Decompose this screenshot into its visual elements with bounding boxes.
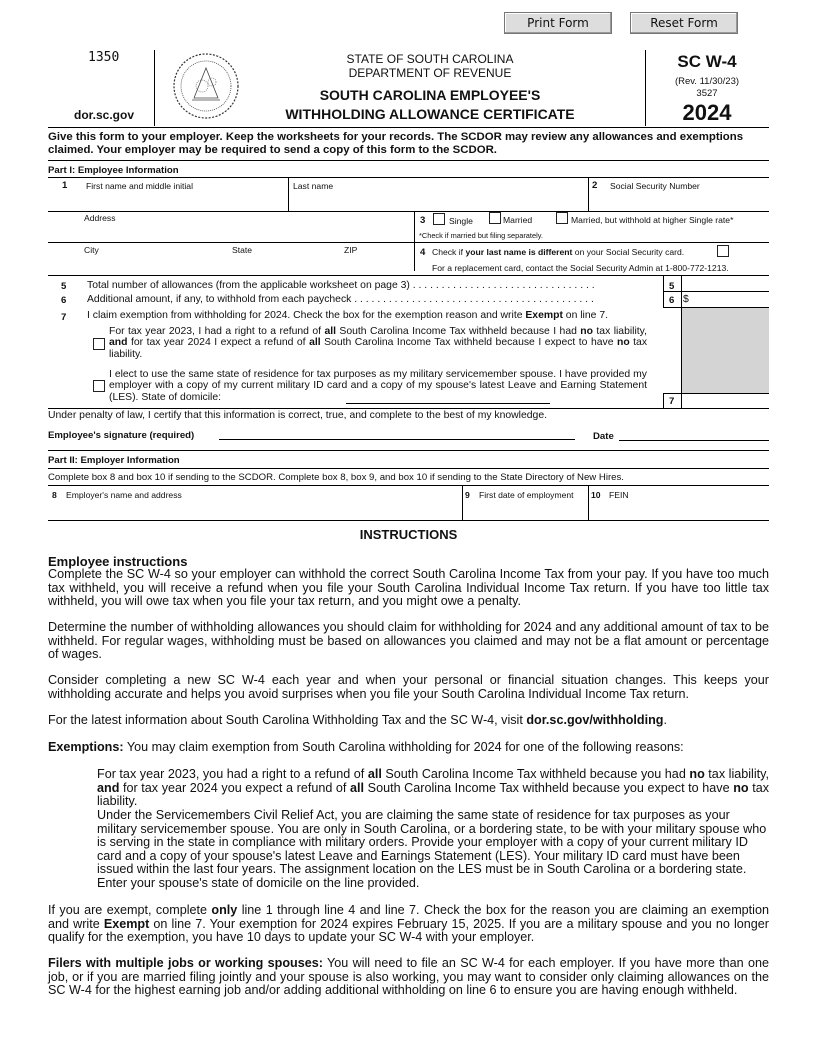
form-title-1: SOUTH CAROLINA EMPLOYEE'S [319, 87, 541, 103]
line-1-number: 1 [62, 180, 68, 191]
form-title-2: WITHHOLDING ALLOWANCE CERTIFICATE [285, 106, 575, 122]
part1-heading: Part I: Employee Information [48, 165, 179, 176]
reset-form-button[interactable]: Reset Form [630, 12, 738, 34]
fein-label: FEIN [609, 490, 629, 500]
state-seal-icon [172, 52, 240, 120]
state-label: State [232, 245, 253, 255]
website: dor.sc.gov [74, 108, 135, 122]
exemption-reason-1-text: For tax year 2023, I had a right to a refund of all South Carolina Income Tax withheld because I had no tax liability, and for tax year 2024 I expect a refund of all South Carolina Income Tax withheld because I expect to have no tax liability. [109, 326, 648, 360]
line-2-number: 2 [592, 180, 598, 191]
line-7-number: 7 [61, 312, 67, 323]
part2-heading: Part II: Employer Information [48, 455, 180, 466]
instructions-paragraph-3: Consider completing a new SC W-4 each year and when your personal or financial situation changes. This keeps your withholding accurate and helps you avoid surprises when you file your South Carolina Individual Income Tax return. [48, 673, 769, 701]
date-field[interactable] [619, 427, 769, 441]
name-different-checkbox[interactable] [717, 245, 729, 257]
exemption-1-text: For tax year 2023, you had a right to a refund of all South Carolina Income Tax withheld because you had no tax liability, and for tax year 2024 you expect a refund of all South Carolina Income Tax withheld because you expect to have no tax liability. [97, 767, 770, 808]
fein-field[interactable] [592, 502, 768, 519]
married-single-rate-label: Married, but withhold at higher Single rate* [571, 215, 734, 225]
line-7-shaded-area [682, 308, 769, 393]
form-code: 1350 [88, 50, 120, 65]
form-id: SC W-4 [677, 52, 737, 71]
city-label: City [84, 245, 99, 255]
line-6-text: Additional amount, if any, to withhold from each paycheck . . . . . . . . . . . . . . . . . . . . . . . . . . . . . . . . . . . . . . . . . . [87, 294, 594, 305]
employer-name-label: Employer's name and address [66, 490, 182, 500]
line-3-number: 3 [420, 215, 426, 226]
signature-field[interactable] [219, 426, 575, 440]
employee-instructions-heading: Employee instructions [48, 554, 188, 569]
dollar-sign: $ [683, 294, 689, 305]
state-name: STATE OF SOUTH CAROLINA [346, 52, 514, 66]
exemption-2-text: Under the Servicemembers Civil Relief Act, you are claiming the same state of residence for tax purposes as your military servicemember spouse. You are only in South Carolina, or a bordering state, to be with your military spouse who is serving in the state in compliance with military orders. Provide your employer with a copy of your current military ID card and a copy of your spouse's latest Leave and Earnings Statement (LES). Your military ID card must have been issued within the last four years. The assignment location on the LES must be in South Carolina or a bordering state. Enter your spouse's state of domicile on the line provided. [97, 808, 767, 890]
instructions-paragraph-4: For the latest information about South Carolina Withholding Tax and the SC W-4, visit dor.sc.gov/withholding. [48, 713, 667, 727]
employer-name-field[interactable] [50, 502, 460, 519]
ssn-field[interactable] [600, 192, 768, 210]
instructions-paragraph-6: Filers with multiple jobs or working spouses: You will need to file an SC W-4 for each employer. If you have more than one job, or if you are married filing jointly and your spouse is also working, you may want to consider only claiming allowances on the SC W-4 for the highest earning job and/or adding additional withholding on line 6 to ensure you are having enough withheld. [48, 956, 770, 997]
line-5-number: 5 [61, 281, 67, 292]
signature-label: Employee's signature (required) [48, 430, 195, 441]
additional-amount-field[interactable] [692, 293, 768, 306]
penalty-statement: Under penalty of law, I certify that this information is correct, true, and complete to the best of my knowledge. [48, 410, 547, 421]
address-field[interactable] [84, 224, 412, 242]
line-8-number: 8 [52, 490, 57, 500]
address-label: Address [84, 213, 116, 223]
instructions-heading: INSTRUCTIONS [359, 527, 458, 542]
line-6-number: 6 [61, 295, 67, 306]
married-note: *Check if married but filing separately. [419, 231, 543, 240]
line-6-box-label: 6 [669, 295, 675, 306]
first-name-label: First name and middle initial [86, 181, 193, 191]
state-of-domicile-field[interactable] [346, 391, 550, 404]
married-single-rate-checkbox[interactable] [556, 212, 568, 224]
first-name-field[interactable] [84, 192, 286, 210]
married-label: Married [503, 215, 533, 225]
line-4-note: For a replacement card, contact the Social Security Admin at 1-800-772-1213. [432, 263, 729, 273]
last-name-label: Last name [293, 181, 334, 191]
line-9-number: 9 [465, 490, 470, 500]
line-10-number: 10 [591, 490, 601, 500]
line-7-box-label: 7 [669, 396, 675, 407]
exempt-field[interactable] [684, 394, 768, 407]
instructions-paragraph-1: Complete the SC W-4 so your employer can withhold the correct South Carolina Income Tax from your pay. If you have too much tax withheld, you will receive a refund when you file your South Carolina Individual Income Tax return. If you have too little tax withheld, you will owe tax when you file your tax return, and you might owe a penalty. [48, 567, 769, 608]
single-label: Single [449, 216, 473, 226]
print-form-button[interactable]: Print Form [504, 12, 612, 34]
exemption-reason-2-text: I elect to use the same state of residence for tax purposes as my military servicemember spouse. I have provided my employer with a copy of my current military ID card and a copy of my spouse's latest Leave and Earning Statement (LES). State of domicile: [109, 369, 647, 403]
form-revision: (Rev. 11/30/23) [674, 76, 740, 87]
first-date-label: First date of employment [479, 490, 574, 500]
instructions-paragraph-5: If you are exempt, complete only line 1 through line 4 and line 7. Check the box for the reason you are claiming an exemption and write Exempt on line 7. Your exemption for 2024 expires February 15, 2025. If you are a military spouse and you no longer qualify for the exemption, you have 10 days to update your SC W-4 with your employer. [48, 903, 769, 944]
line-5-text: Total number of allowances (from the applicable worksheet on page 3) . . . . . . . . . . . . . . . . . . . . . . . . . . . . . . . . [87, 280, 595, 291]
line-4-number: 4 [420, 247, 426, 258]
form-number: 3527 [696, 88, 718, 99]
allowances-field[interactable] [684, 277, 768, 290]
department-name: DEPARTMENT OF REVENUE [348, 66, 512, 80]
ssn-label: Social Security Number [610, 181, 700, 191]
line-7-text: I claim exemption from withholding for 2024. Check the box for the exemption reason and write Exempt on line 7. [87, 310, 608, 321]
line-4-text: Check if your last name is different on your Social Security card. [432, 247, 685, 257]
form-year: 2024 [682, 100, 732, 125]
single-checkbox[interactable] [433, 213, 445, 225]
part2-note: Complete box 8 and box 10 if sending to the SCDOR. Complete box 8, box 9, and box 10 if sending to the State Directory of New Hires. [48, 472, 624, 483]
exemption-reason-1-checkbox[interactable] [93, 338, 105, 350]
last-name-field[interactable] [292, 192, 587, 210]
intro-text: Give this form to your employer. Keep the worksheets for your records. The SCDOR may review any allowances and exemptions claimed. Your employer may be required to send a copy of this form to the SCDOR. [48, 131, 744, 156]
zip-label: ZIP [344, 245, 358, 255]
city-state-zip-field[interactable] [84, 256, 412, 271]
date-label: Date [593, 431, 614, 442]
exemptions-paragraph: Exemptions: You may claim exemption from South Carolina withholding for 2024 for one of the following reasons: [48, 740, 684, 754]
first-date-field[interactable] [466, 502, 586, 519]
married-checkbox[interactable] [489, 212, 501, 224]
line-5-box-label: 5 [669, 281, 675, 292]
exemption-reason-2-checkbox[interactable] [93, 380, 105, 392]
instructions-paragraph-2: Determine the number of withholding allowances you should claim for withholding for 2024 and any additional amount of tax to be withheld. For regular wages, withholding must be based on allowances you claimed and may not be a flat amount or percentage of wages. [48, 620, 769, 661]
